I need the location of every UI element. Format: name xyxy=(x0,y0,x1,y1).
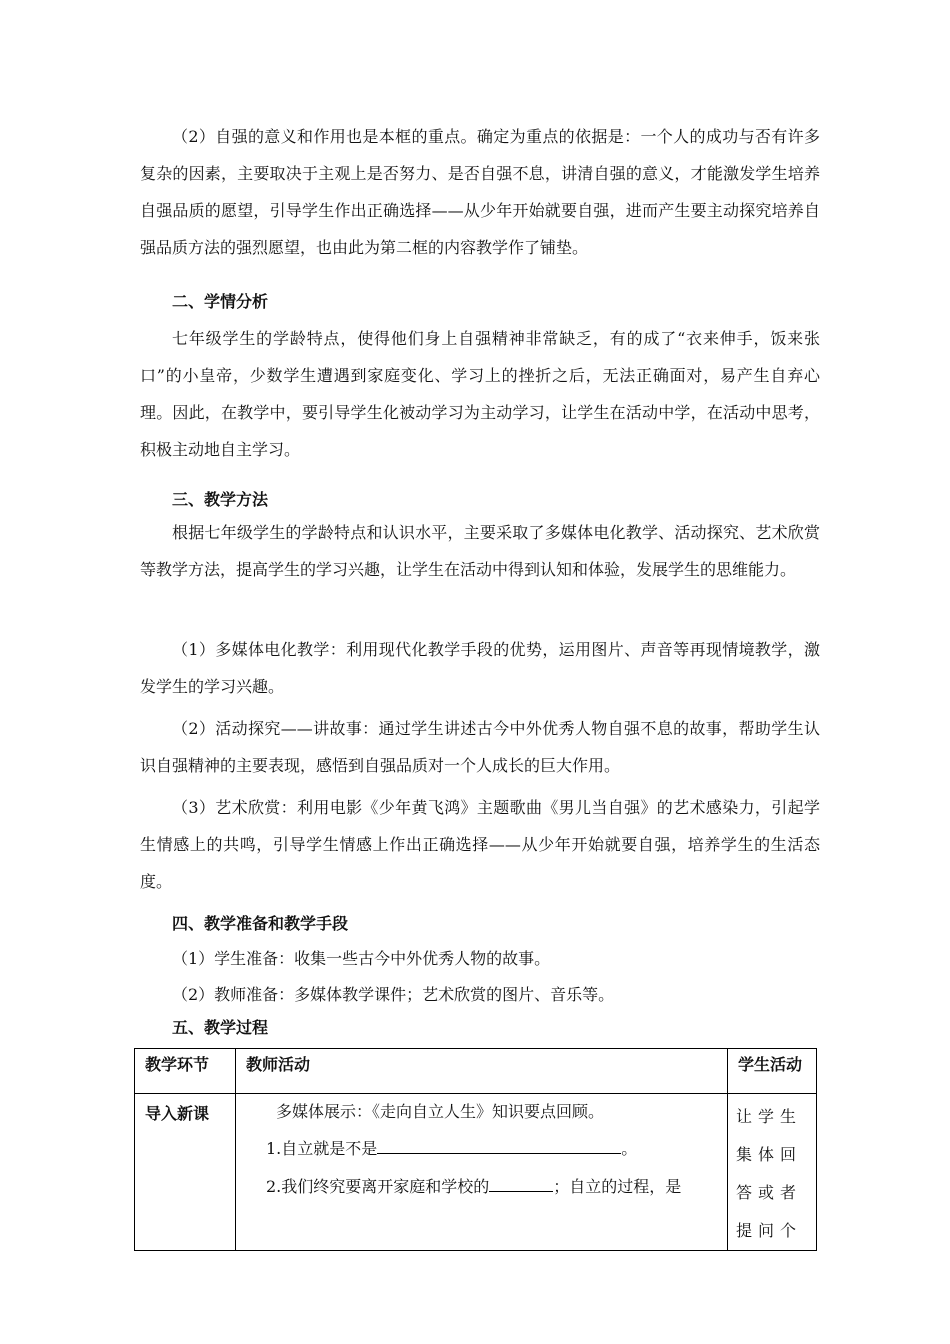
answer-blank-2 xyxy=(489,1177,553,1192)
table-row xyxy=(135,1094,817,1251)
prep-item-2: （2）教师准备：多媒体教学课件；艺术欣赏的图片、音乐等。 xyxy=(172,985,615,1004)
paragraph-focus: （2）自强的意义和作用也是本框的重点。确定为重点的依据是：一个人的成功与否有许多复杂的因素，主要取决于主观上是否努力、是否自强不息，讲清自强的意义，才能激发学生培养自强品质的愿望，引导学生作出正确选择——从少年开始就要自强，进而产生要主动探究培养自强品质方法的强烈愿望，也由此为第二框的内容教学作了铺垫。 xyxy=(140,127,820,257)
heading-student-analysis: 二、学情分析 xyxy=(172,292,269,311)
header-student-activity: 学生活动 xyxy=(728,1049,817,1094)
header-teacher-activity: 教师活动 xyxy=(236,1049,728,1094)
method-item-1: （1）多媒体电化教学：利用现代化教学手段的优势，运用图片、声音等再现情境教学，激发学生的学习兴趣。 xyxy=(140,640,820,696)
header-stage: 教学环节 xyxy=(135,1049,236,1094)
heading-preparation: 四、教学准备和教学手段 xyxy=(172,914,349,933)
teacher-activity-cell xyxy=(236,1094,728,1251)
student-activity-cell: 让学生集体回答或者提问个 xyxy=(728,1094,817,1251)
heading-teaching-process: 五、教学过程 xyxy=(172,1018,269,1037)
stage-cell: 导入新课 xyxy=(135,1094,236,1251)
question-2-text: 2.我们终究要离开家庭和学校的 xyxy=(266,1177,490,1196)
question-1-end: 。 xyxy=(621,1139,638,1158)
teacher-intro: 多媒体展示：《走向自立人生》知识要点回顾。 xyxy=(276,1102,605,1121)
question-2-end: ；自立的过程，是 xyxy=(553,1177,682,1196)
teacher-question-2 xyxy=(236,1168,727,1206)
question-1-text: 1.自立就是不是 xyxy=(266,1139,378,1158)
teacher-question-1 xyxy=(236,1130,727,1168)
method-item-2: （2）活动探究——讲故事：通过学生讲述古今中外优秀人物自强不息的故事，帮助学生认识自强精神的主要表现，感悟到自强品质对一个人成长的巨大作用。 xyxy=(140,719,820,775)
heading-teaching-methods: 三、教学方法 xyxy=(172,490,269,509)
prep-item-1: （1）学生准备：收集一些古今中外优秀人物的故事。 xyxy=(172,949,551,968)
answer-blank-1 xyxy=(377,1139,621,1154)
teaching-process-table xyxy=(134,1048,817,1251)
table-header-row xyxy=(135,1049,817,1094)
paragraph-teaching-methods: 根据七年级学生的学龄特点和认识水平，主要采取了多媒体电化教学、活动探究、艺术欣赏等教学方法，提高学生的学习兴趣，让学生在活动中得到认知和体验，发展学生的思维能力。 xyxy=(140,523,820,579)
paragraph-student-analysis: 七年级学生的学龄特点，使得他们身上自强精神非常缺乏，有的成了“衣来伸手，饭来张口”的小皇帝，少数学生遭遇到家庭变化、学习上的挫折之后，无法正确面对，易产生自弃心理。因此，在教学中，要引导学生化被动学习为主动学习，让学生在活动中学，在活动中思考，积极主动地自主学习。 xyxy=(140,329,820,459)
method-item-3: （3）艺术欣赏：利用电影《少年黄飞鸿》主题歌曲《男儿当自强》的艺术感染力，引起学生情感上的共鸣，引导学生情感上作出正确选择——从少年开始就要自强，培养学生的生活态度。 xyxy=(140,798,820,891)
